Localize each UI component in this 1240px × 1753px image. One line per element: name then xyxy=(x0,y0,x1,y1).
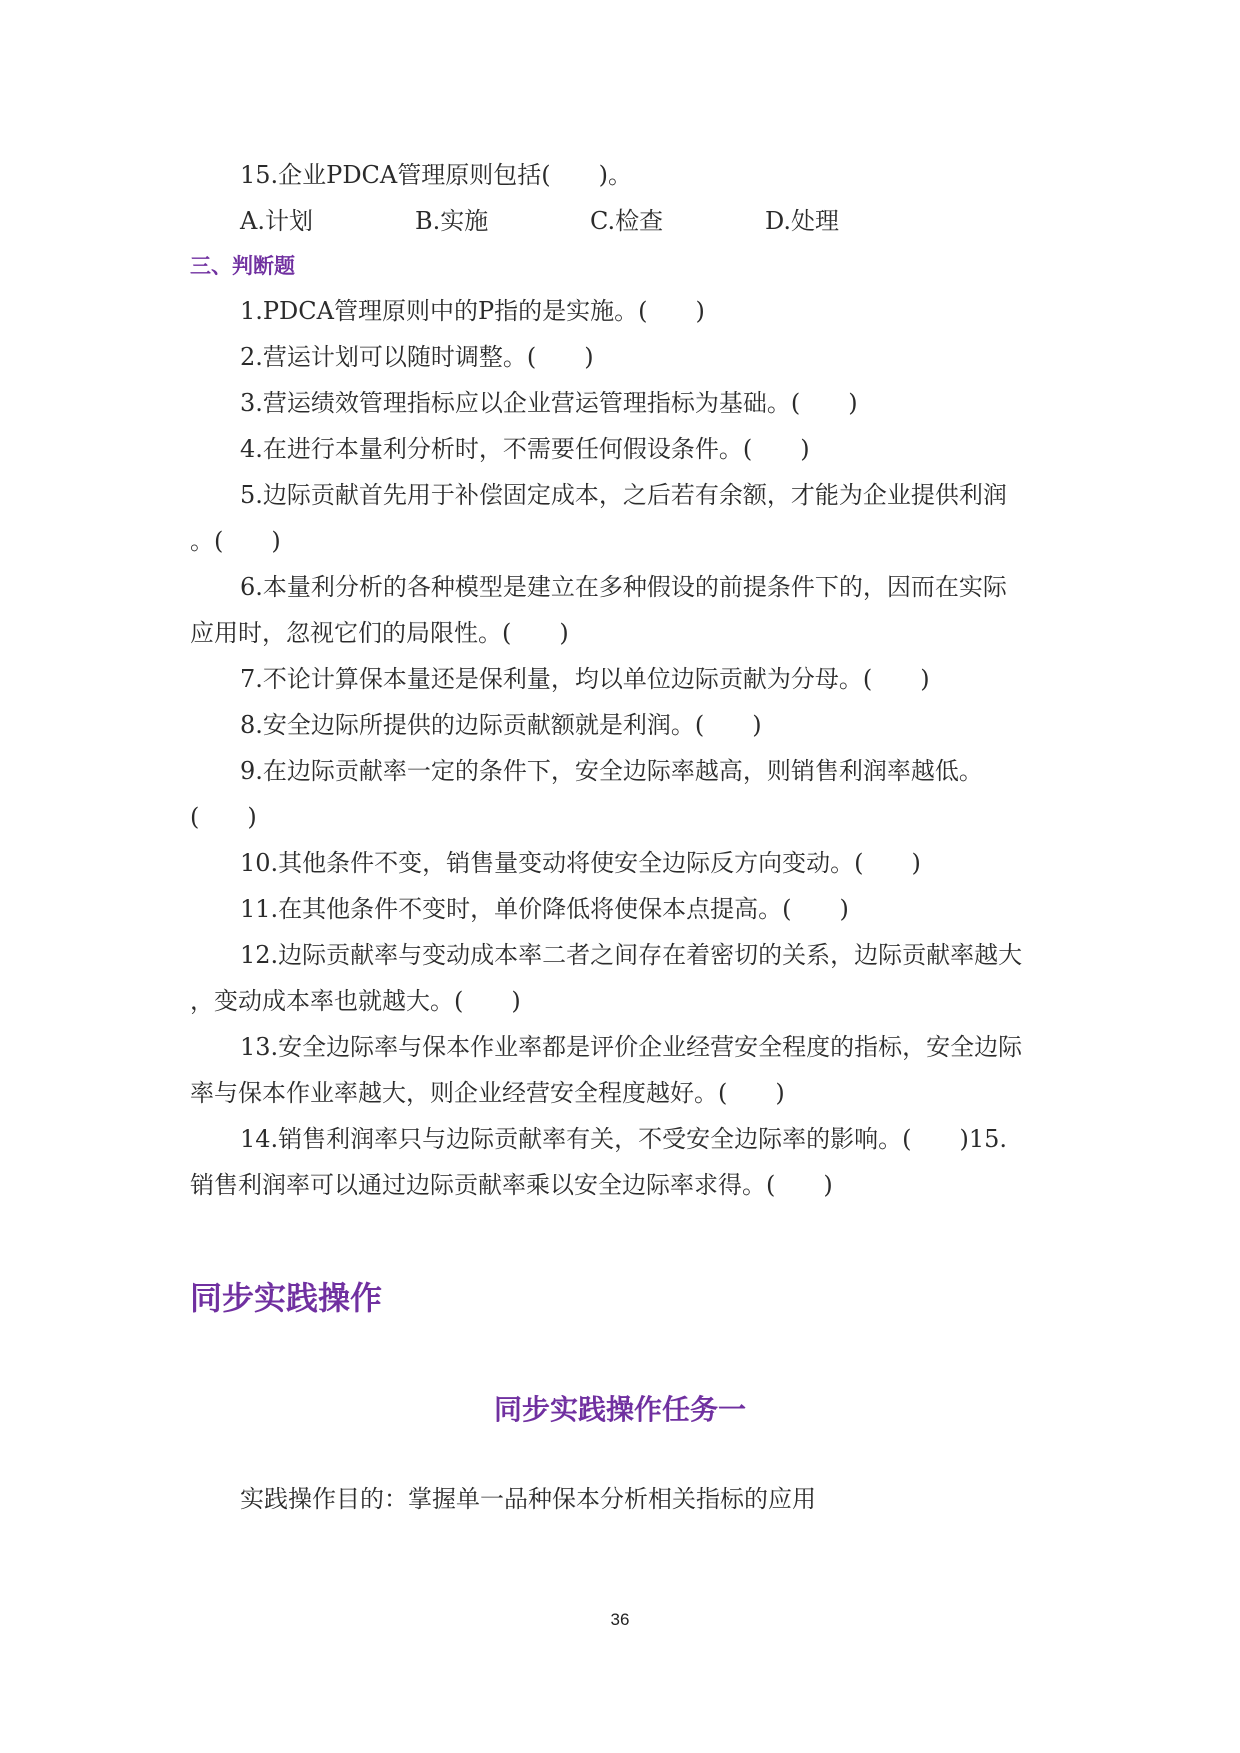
tf-item-14-line2: 销售利润率可以通过边际贡献率乘以安全边际率求得。( ) xyxy=(190,1171,833,1199)
tf-item-5-line2: 。( ) xyxy=(190,527,281,555)
tf-item-1: 1.PDCA管理原则中的P指的是实施。( ) xyxy=(240,297,705,325)
tf-item-10: 10.其他条件不变，销售量变动将使安全边际反方向变动。( ) xyxy=(240,849,921,877)
tf-item-5-line1: 5.边际贡献首先用于补偿固定成本，之后若有余额，才能为企业提供利润 xyxy=(240,481,1007,509)
tf-item-13-line2: 率与保本作业率越大，则企业经营安全程度越好。( ) xyxy=(190,1079,785,1107)
option-d: D.处理 xyxy=(765,207,840,235)
section-title: 三、判断题 xyxy=(190,254,295,278)
tf-item-12-line1: 12.边际贡献率与变动成本率二者之间存在着密切的关系，边际贡献率越大 xyxy=(240,941,1023,969)
practice-goal: 实践操作目的：掌握单一品种保本分析相关指标的应用 xyxy=(240,1485,816,1513)
tf-item-7: 7.不论计算保本量还是保利量，均以单位边际贡献为分母。( ) xyxy=(240,665,930,693)
tf-item-6-line1: 6.本量利分析的各种模型是建立在多种假设的前提条件下的，因而在实际 xyxy=(240,573,1007,601)
tf-item-8: 8.安全边际所提供的边际贡献额就是利润。( ) xyxy=(240,711,762,739)
tf-item-2: 2.营运计划可以随时调整。( ) xyxy=(240,343,594,371)
option-b: B.实施 xyxy=(415,207,489,235)
page-number: 36 xyxy=(610,1610,630,1629)
option-c: C.检查 xyxy=(590,207,664,235)
tf-item-3: 3.营运绩效管理指标应以企业营运管理指标为基础。( ) xyxy=(240,389,858,417)
tf-item-13-line1: 13.安全边际率与保本作业率都是评价企业经营安全程度的指标，安全边际 xyxy=(240,1033,1023,1061)
tf-item-12-line2: ，变动成本率也就越大。( ) xyxy=(190,987,521,1015)
tf-item-11: 11.在其他条件不变时，单价降低将使保本点提高。( ) xyxy=(240,895,849,923)
tf-item-9-line1: 9.在边际贡献率一定的条件下，安全边际率越高，则销售利润率越低。 xyxy=(240,757,983,785)
option-a: A.计划 xyxy=(240,207,313,235)
heading-practice: 同步实践操作 xyxy=(190,1279,383,1317)
question-15-stem: 15.企业PDCA管理原则包括( )。 xyxy=(240,161,632,189)
tf-item-6-line2: 应用时，忽视它们的局限性。( ) xyxy=(190,619,569,647)
tf-item-9-line2: ( ) xyxy=(190,803,257,831)
tf-item-4: 4.在进行本量利分析时，不需要任何假设条件。( ) xyxy=(240,435,810,463)
heading-task: 同步实践操作任务一 xyxy=(493,1393,746,1426)
tf-item-14-line1: 14.销售利润率只与边际贡献率有关，不受安全边际率的影响。( )15. xyxy=(240,1125,1008,1153)
